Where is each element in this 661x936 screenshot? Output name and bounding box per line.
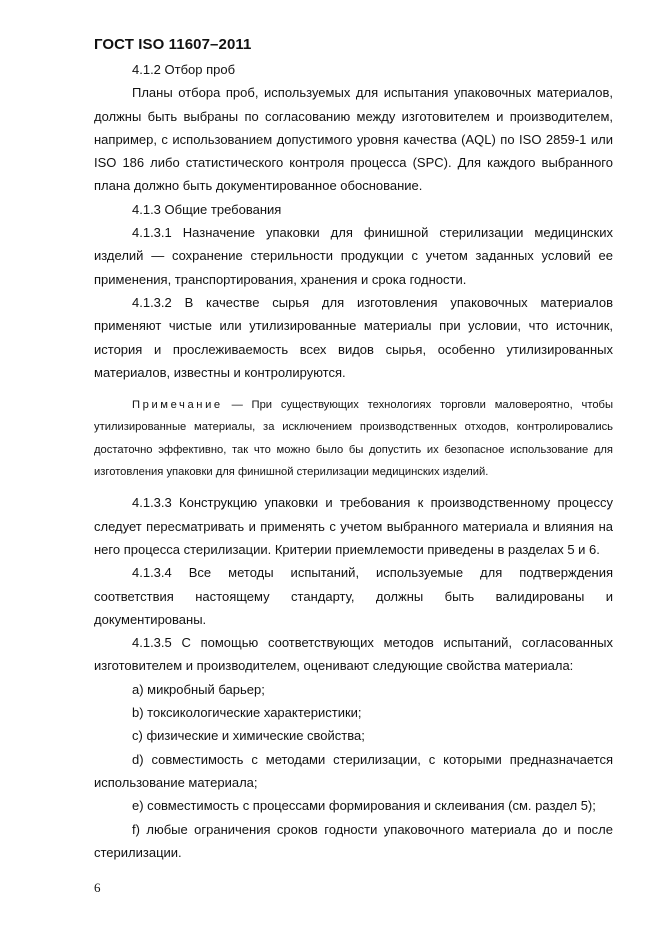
list-item-c: с) физические и химические свойства;	[132, 728, 365, 744]
list-item-a: а) микробный барьер;	[132, 681, 265, 697]
section-4-1-2-text: Планы отбора проб, используемых для испытания упаковочных материалов, должны быть выбраны по согласованию между изготовителем и производителем, например, с использованием допустимого уровня качества (AQL) по ISO 2859-1 или ISO 186 либо статистического контроля процесса (SPC). Для каждого выбранного плана должно быть документированное обоснование.	[94, 85, 613, 194]
clause-4-1-3-1: 4.1.3.1 Назначение упаковки для финишной стерилизации медицинских изделий — сохранение стерильности продукции с учетом заданных условий ее применения, транспортирования, хранения и срока годности.	[94, 225, 613, 287]
clause-4-1-3-5: 4.1.3.5 С помощью соответствующих методов испытаний, согласованных изготовителем и производителем, оценивают следующие свойства материала:	[94, 635, 613, 674]
note-label: Примечание	[132, 399, 223, 412]
document-body	[94, 58, 613, 864]
section-4-1-3-title: 4.1.3 Общие требования	[132, 201, 282, 217]
page-number: 6	[94, 880, 101, 895]
document-code: ГОСТ ISO 11607–2011	[94, 36, 252, 53]
clause-4-1-3-4: 4.1.3.4 Все методы испытаний, используемые для подтверждения соответствия настоящему стандарту, должны быть валидированы и документированы.	[94, 565, 613, 627]
section-4-1-2-title: 4.1.2 Отбор проб	[132, 62, 236, 77]
list-item-d: d) совместимость с методами стерилизации, с которыми предназначается использование материала;	[94, 751, 613, 790]
note-text: — При существующих технологиях торговли маловероятно, чтобы утилизированные материалы, за исключением производственных отходов, контролировались достаточно эффективно, так что можно было бы допустить их безопасное использование для изготовления упаковки для финишной стерилизации медицинских изделий.	[94, 399, 613, 479]
note	[94, 394, 613, 483]
list-item-e: е) совместимость с процессами формирования и склеивания (см. раздел 5);	[132, 798, 596, 814]
list-item-f: f) любые ограничения сроков годности упаковочного материала до и после стерилизации.	[94, 821, 613, 860]
clause-4-1-3-2: 4.1.3.2 В качестве сырья для изготовления упаковочных материалов применяют чистые или утилизированные материалы при условии, что источник, история и прослеживаемость всех видов сырья, особенно утилизированных материалов, известны и контролируются.	[94, 294, 613, 380]
list-item-b: b) токсикологические характеристики;	[132, 705, 362, 721]
clause-4-1-3-3: 4.1.3.3 Конструкцию упаковки и требования к производственному процессу следует пересматривать и применять с учетом выбранного материала и влияния на него процесса стерилизации. Критерии приемлемости приведены в разделах 5 и 6.	[94, 495, 613, 557]
